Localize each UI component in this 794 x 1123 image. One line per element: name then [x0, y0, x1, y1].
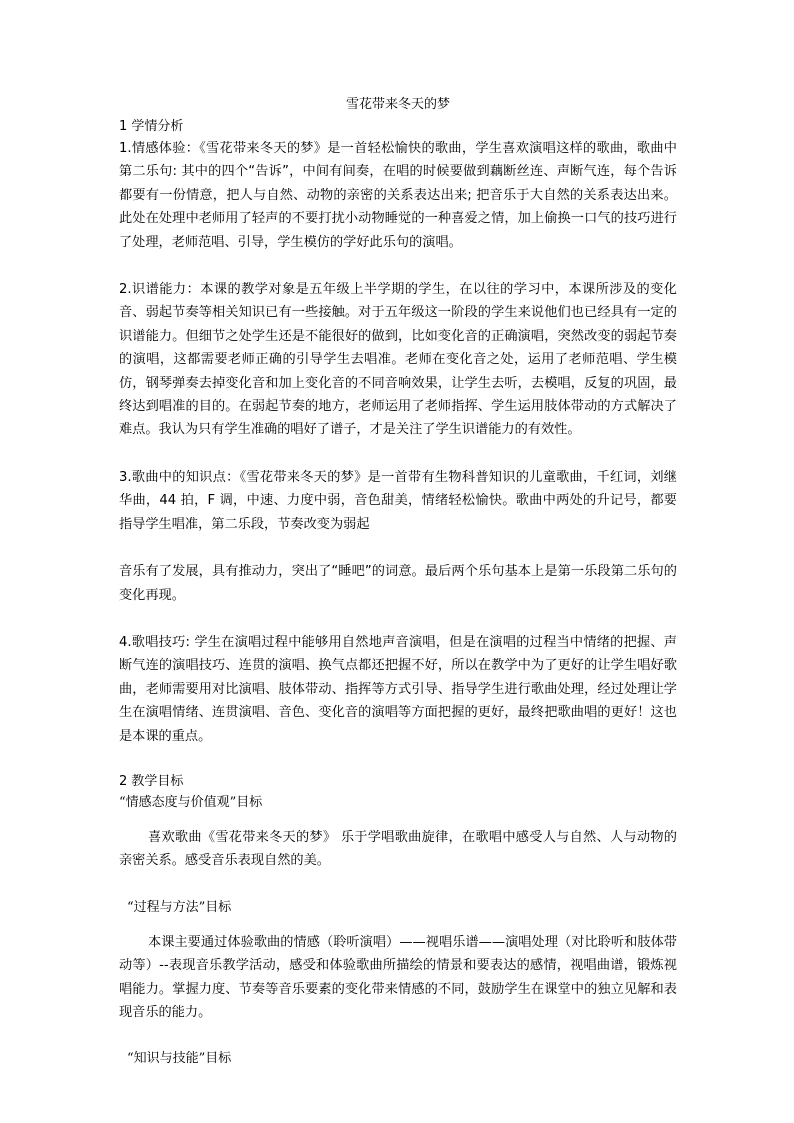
spacer	[119, 919, 677, 931]
spacer	[119, 748, 677, 772]
paragraph-reading-ability: 2.识谱能力：本课的教学对象是五年级上半学期的学生，在以往的学习中，本课所涉及的变化音、弱起节奏等相关知识已有一些接触。对于五年级这一阶段的学生来说他们也已经具有一定的识谱能力。但细节之处学生还是不能很好的做到，比如变化音的正确演唱，突然改变的弱起节奏的演唱，这都需要老师正确的引导学生去唱准。老师在变化音之处，运用了老师范唱、学生模仿，钢琴弹奏去掉变化音和加上变化音的不同音响效果，让学生去听，去模唱，反复的巩固，最终达到唱准的目的。在弱起节奏的地方，老师运用了老师指挥、学生运用肢体带动的方式解决了难点。我认为只有学生准确的唱好了谱子，才是关注了学生识谱能力的有效性。	[119, 282, 677, 438]
spacer	[119, 536, 677, 560]
spacer	[119, 607, 677, 631]
goal-title-knowledge: “知识与技能”目标	[127, 1051, 232, 1067]
paragraph-emotional-experience: 1.情感体验：《雪花带来冬天的梦》是一首轻松愉快的歌曲，学生喜欢演唱这样的歌曲，歌曲中第二乐句: 其中的四个“告诉”，中间有间奏，在唱的时候要做到藕断丝连、声断气连，每个告诉都要有一份情意，把人与自然、动物的亲密的关系表达出来; 把音乐于大自然的关系表达出来。此处在处理中老师用了轻声的不要打扰小动物睡觉的一种喜爱之情，加上偷换一口气的技巧进行了处理，老师范唱、引导，学生模仿的学好此乐句的演唱。	[119, 141, 677, 250]
spacer	[119, 814, 677, 826]
goal-title-process: “过程与方法”目标	[127, 899, 232, 915]
spacer	[119, 1024, 677, 1048]
goal-text-process: 本课主要通过体验歌曲的情感（聆听演唱）——视唱乐谱——演唱处理（对比聆听和肢体带动等）--表现音乐教学活动，感受和体验歌曲所描绘的情景和要表达的感情，视唱曲谱，锻炼视唱能力。掌握力度、节奏等音乐要素的变化带来情感的不同，鼓励学生在课堂中的独立见解和表现音乐的能力。	[119, 934, 677, 1020]
goal-title-attitude: “情感态度与价值观”目标	[119, 794, 263, 810]
section-heading-learning-analysis: 1 学情分析	[119, 119, 184, 134]
goal-text-attitude: 喜欢歌曲《雪花带来冬天的梦》 乐于学唱歌曲旋律，在歌唱中感受人与自然、人与动物的亲密关系。感受音乐表现自然的美。	[119, 829, 677, 869]
paragraph-knowledge-points-cont: 音乐有了发展，具有推动力，突出了“睡吧”的词意。最后两个乐句基本上是第一乐段第二乐句的变化再现。	[119, 564, 677, 603]
spacer	[119, 873, 677, 897]
spacer	[119, 442, 677, 466]
document-title: 雪花带来冬天的梦	[345, 97, 450, 112]
section-heading-teaching-goals: 2 教学目标	[119, 773, 184, 789]
paragraph-knowledge-points: 3.歌曲中的知识点：《雪花带来冬天的梦》是一首带有生物科普知识的儿童歌曲，千红词，刘继华曲，44 拍，F 调，中速、力度中弱，音色甜美，情绪轻松愉快。歌曲中两处的升记号，都要指导学生唱准，第二乐段，节奏改变为弱起	[119, 469, 677, 532]
spacer	[119, 254, 677, 278]
document-page	[119, 95, 677, 1070]
paragraph-singing-skills: 4.歌唱技巧: 学生在演唱过程中能够用自然地声音演唱，但是在演唱的过程当中情绪的把握、声断气连的演唱技巧、连贯的演唱、换气点都还把握不好，所以在教学中为了更好的让学生唱好歌曲，老师需要用对比演唱、肢体带动、指挥等方式引导、指导学生进行歌曲处理，经过处理让学生在演唱情绪、连贯演唱、音色、变化音的演唱等方面把握的更好，最终把歌曲唱的更好！这也是本课的重点。	[119, 634, 677, 744]
